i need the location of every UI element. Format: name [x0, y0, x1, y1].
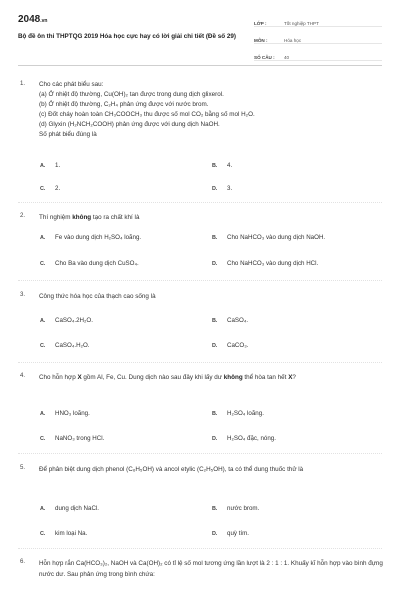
option-b[interactable] [212, 505, 259, 512]
stem-emphasis: X [288, 374, 293, 381]
option-a[interactable] [40, 317, 93, 324]
option-letter: B. [212, 235, 218, 241]
option-letter: B. [212, 163, 218, 169]
option-letter: C. [40, 531, 46, 537]
option-d[interactable] [212, 260, 318, 267]
option-text: dung dịch NaCl. [55, 505, 100, 512]
question-stem [39, 212, 384, 223]
question-divider [18, 453, 382, 454]
question-intro: Cho các phát biểu sau: [39, 81, 104, 88]
question-stem: Để phân biệt dung dịch phenol (C₆H₅OH) và ancol etylic (C₂H₅OH), ta có thể dung thuốc thử là [39, 466, 304, 473]
option-letter: C. [40, 186, 46, 192]
question-number: 4. [20, 372, 26, 379]
option-letter: C. [40, 436, 46, 442]
option-c[interactable] [40, 260, 139, 267]
option-text: Fe vào dung dịch H₂SO₄ loãng. [55, 234, 142, 241]
header-divider [18, 65, 382, 66]
stem-emphasis: không [223, 374, 243, 381]
option-letter: B. [212, 506, 218, 512]
option-text: 3. [227, 185, 233, 192]
option-letter: A. [40, 411, 46, 417]
question-divider [18, 280, 382, 281]
option-text: kim loại Na. [55, 530, 88, 537]
option-letter: D. [212, 343, 218, 349]
logo-text: 2048 [18, 14, 41, 25]
option-d[interactable] [212, 435, 276, 442]
option-text: 1. [55, 162, 61, 169]
option-letter: D. [212, 186, 218, 192]
question-number: 6. [20, 558, 26, 565]
meta-row-class [254, 14, 382, 27]
option-text: 4. [227, 162, 233, 169]
option-letter: A. [40, 318, 46, 324]
option-d[interactable] [212, 342, 248, 349]
option-text: H₂SO₄ đặc, nóng. [227, 435, 276, 442]
option-text: CaSO₄.H₂O. [55, 342, 90, 349]
question-divider [18, 362, 382, 363]
stem-emphasis: không [72, 214, 92, 221]
stem-part: ? [292, 374, 296, 381]
meta-key: LỚP : [254, 21, 267, 26]
option-b[interactable] [212, 162, 232, 169]
meta-row-subject [254, 31, 382, 44]
question-number: 5. [20, 464, 26, 471]
option-a[interactable] [40, 505, 99, 512]
exam-meta [254, 14, 382, 65]
exam-title: Bộ đề ôn thi THPTQG 2019 Hóa học cực hay có lời giải chi tiết (Đề số 29) [18, 33, 236, 40]
stem-part: tạo ra chất khí là [91, 214, 140, 221]
meta-value: 40 [284, 55, 290, 60]
option-c[interactable] [40, 435, 104, 442]
option-letter: A. [40, 163, 46, 169]
option-text: Cho Ba vào dung dịch CuSO₄. [55, 260, 139, 267]
stem-part: Cho hỗn hợp [39, 374, 78, 381]
question-number: 2. [20, 212, 26, 219]
logo-suffix: .vn [40, 18, 48, 24]
option-a[interactable] [40, 410, 90, 417]
option-a[interactable] [40, 234, 141, 241]
stem-part: thể hòa tan hết [242, 374, 289, 381]
option-c[interactable] [40, 342, 90, 349]
question-divider [18, 548, 382, 549]
question-stem [39, 80, 384, 140]
meta-row-count [254, 48, 382, 61]
stem-part: Thí nghiệm [39, 214, 73, 221]
option-text: nước brom. [227, 505, 260, 512]
option-letter: D. [212, 436, 218, 442]
question-stem: Hỗn hợp rắn Ca(HCO₃)₂, NaOH và Ca(OH)₂ có tỉ lệ số mol tương ứng lần lượt là 2 : 1 : 1. Khuấy kĩ hỗn hợp vào bình đựng nước dư. Sau phản ứng trong bình chứa: [39, 560, 383, 578]
question-number: 3. [20, 291, 26, 298]
option-d[interactable] [212, 530, 249, 537]
statement-b: (b) Ở nhiệt độ thường, C₂H₄ phản ứng được với nước brom. [39, 101, 209, 108]
option-b[interactable] [212, 234, 325, 241]
option-text: NaNO₃ trong HCl. [55, 435, 105, 442]
option-b[interactable] [212, 410, 264, 417]
statement-a: (a) Ở nhiệt độ thường, Cu(OH)₂ tan được trong dung dịch glixerol. [39, 91, 224, 98]
statement-c: (c) Đốt cháy hoàn toàn CH₃COOCH₃ thu được số mol CO₂ bằng số mol H₂O. [39, 111, 255, 118]
option-text: CaCO₃. [227, 342, 249, 349]
stem-emphasis: X [77, 374, 82, 381]
option-letter: B. [212, 411, 218, 417]
meta-key: MÔN : [254, 38, 268, 43]
meta-value: Hóa học [284, 38, 302, 43]
site-logo[interactable] [18, 14, 47, 25]
option-d[interactable] [212, 185, 232, 192]
option-letter: B. [212, 318, 218, 324]
option-text: H₂SO₄ loãng. [227, 410, 264, 417]
stem-part: gồm Al, Fe, Cu. Dung dịch nào sau đây khi lấy dư [81, 374, 224, 381]
option-text: Cho NaHCO₃ vào dung dịch HCl. [227, 260, 319, 267]
question-divider [18, 202, 382, 203]
question-stem: Công thức hóa học của thạch cao sống là [39, 293, 156, 300]
option-text: HNO₃ loãng. [55, 410, 90, 417]
option-letter: D. [212, 531, 218, 537]
question-outro: Số phát biểu đúng là [39, 131, 97, 138]
meta-value: Tốt nghiệp THPT [284, 21, 319, 26]
option-text: 2. [55, 185, 61, 192]
option-b[interactable] [212, 317, 248, 324]
question-stem [39, 372, 384, 383]
option-text: Cho NaHCO₃ vào dung dịch NaOH. [227, 234, 326, 241]
option-c[interactable] [40, 185, 60, 192]
option-a[interactable] [40, 162, 60, 169]
option-letter: A. [40, 506, 46, 512]
option-letter: D. [212, 261, 218, 267]
option-letter: C. [40, 343, 46, 349]
option-text: CaSO₄. [227, 317, 249, 324]
option-letter: A. [40, 235, 46, 241]
option-text: quỳ tím. [227, 530, 250, 537]
meta-key: SỐ CÂU : [254, 55, 275, 60]
option-text: CaSO₄.2H₂O. [55, 317, 93, 324]
statement-d: (d) Glyxin (H₂NCH₂COOH) phản ứng được với dung dịch NaOH. [39, 121, 220, 128]
option-letter: C. [40, 261, 46, 267]
option-c[interactable] [40, 530, 87, 537]
question-number: 1. [20, 80, 26, 87]
